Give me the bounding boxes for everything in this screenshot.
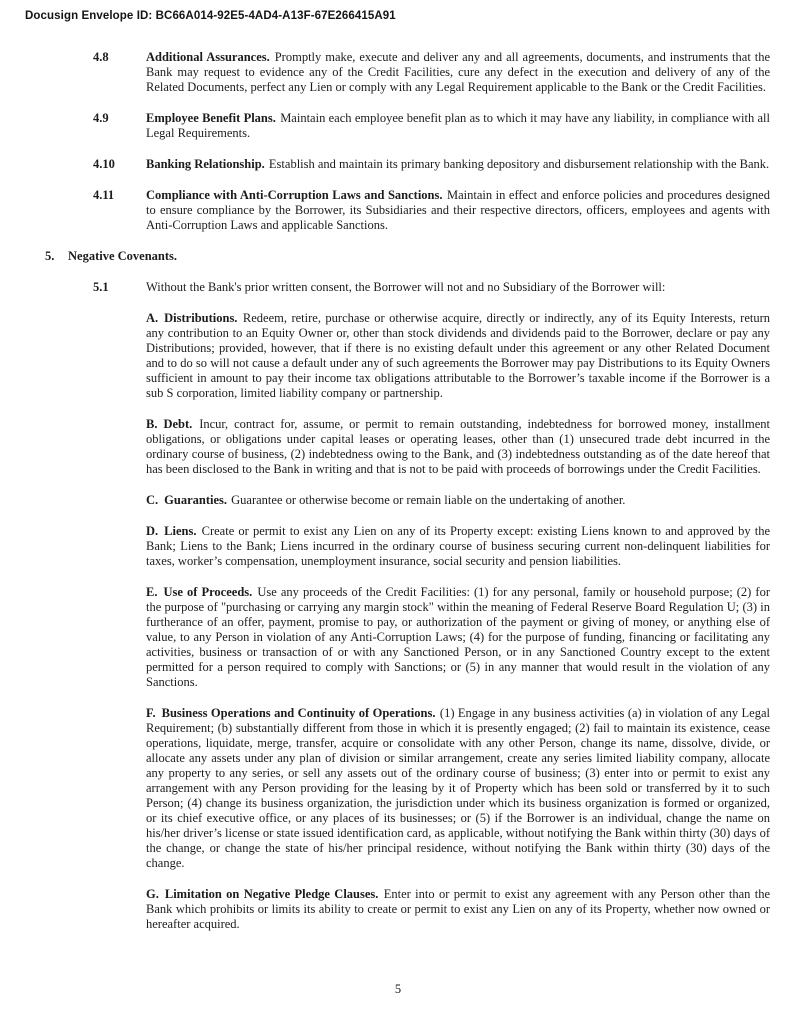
clause-a-distributions (146, 311, 770, 401)
clause-letter: E. (146, 585, 158, 599)
section-number: 5.1 (93, 280, 109, 294)
clause-title: Use of Proceeds. (163, 585, 253, 599)
clause-letter: D. (146, 524, 159, 538)
clause-body: (1) Engage in any business activities (a) in violation of any Legal Requirement; (b) substantially different from those in which it is presently engaged; (2) fail to maintain its existence, cease operations, liquidate, merge, transfer, acquire or consolidate with any other Person, change its name, dissolve, divide, or allocate any assets under any plan of division or similar arrangement, create any series limited liability company, allocate any property to any series, or sell any assets out of the ordinary course of business; (3) enter into or permit to exist any arrangement with any Person providing for the leasing by it of Property which has been sold or transferred by it to such Person; (4) change its business organization, the jurisdiction under which its business organization is formed or organized, or its chief executive office, or any places of its businesses; or (5) if the Borrower is an individual, change the name on his/her driver’s license or state issued identification card, as applicable, without notifying the Bank within thirty (30) days of the change, or change the state of his/her principal residence, without notifying the Bank within thirty (30) days of the change. (146, 706, 770, 870)
section-body: Promptly make, execute and deliver any and all agreements, documents, and instruments that the Bank may request to evidence any of the Credit Facilities, cure any defect in the execution and delivery of any of the Related Documents, perfect any Lien or comply with any Legal Requirement applicable to the Bank or the Credit Facilities. (146, 50, 771, 94)
section-4-9 (45, 111, 770, 141)
section-number: 4.9 (93, 111, 109, 125)
clause-d-liens (146, 524, 770, 569)
section-5-1 (45, 280, 770, 295)
section-text (146, 50, 770, 95)
clause-letter: A. (146, 311, 159, 325)
section-4-11 (45, 188, 770, 233)
section-text (146, 111, 770, 141)
section-number: 4.11 (93, 188, 115, 202)
document-body (45, 50, 770, 948)
clause-g-negative-pledge (146, 887, 770, 932)
clause-letter: B. (146, 417, 158, 431)
clause-letter: C. (146, 493, 159, 507)
section-4-8 (45, 50, 770, 95)
clause-title: Debt. (163, 417, 193, 431)
clause-c-guaranties (146, 493, 770, 508)
section-number: 4.8 (93, 50, 109, 64)
clause-body: Use any proceeds of the Credit Facilities: (1) for any personal, family or household purpose; (2) for the purpose of "purchasing or carrying any margin stock" within the meaning of Federal Reserve Board Regulation U; (3) in furtherance of an offer, payment, promise to pay, or authorization of the payment or giving of money, or anything else of value, to any Person in violation of any Anti-Corruption Laws; (4) for the purpose of funding, financing or facilitating any activities, business or transaction of or with any Sanctioned Person, or in any Sanctioned Country except to the extent permitted for a person required to comply with Sanctions; or (5) in any manner that would result in the violation of any Sanctions. (146, 585, 771, 689)
section-body: Maintain in effect and enforce policies and procedures designed to ensure compliance by the Borrower, its Subsidiaries and their respective directors, officers, employees and agents with Anti-Corruption Laws and applicable Sanctions. (146, 188, 770, 232)
clause-title: Guaranties. (164, 493, 228, 507)
clause-title: Distributions. (164, 311, 238, 325)
clause-letter: F. (146, 706, 156, 720)
heading-5-negative-covenants (45, 249, 770, 264)
clause-body: Incur, contract for, assume, or permit to remain outstanding, indebtedness for borrowed money, installment obligations, or obligations under capital leases or operating leases, other than (1) unsecured trade debt incurred in the ordinary course of business, (2) indebtedness owing to the Bank, and (3) indebtedness outstanding as of the date hereof that has been disclosed to the Bank in writing and that is not to be paid with proceeds of borrowings under the Credit Facilities. (146, 417, 770, 476)
clause-e-use-of-proceeds (146, 585, 770, 690)
clause-title: Business Operations and Continuity of Operations. (161, 706, 436, 720)
clause-body: Create or permit to exist any Lien on any of its Property except: existing Liens known to and approved by the Bank; Liens to the Bank; Liens incurred in the ordinary course of business securing current non-delinquent liabilities for taxes, worker’s compensation, unemployment insurance, social security and pension liabilities. (146, 524, 770, 568)
clause-title: Liens. (164, 524, 197, 538)
section-number: 4.10 (93, 157, 115, 171)
section-title: Compliance with Anti-Corruption Laws and Sanctions. (146, 188, 443, 202)
section-title: Employee Benefit Plans. (146, 111, 276, 125)
heading-title: Negative Covenants. (68, 249, 178, 263)
clause-body: Guarantee or otherwise become or remain liable on the undertaking of another. (231, 493, 626, 507)
clause-f-business-operations (146, 706, 770, 871)
section-text (146, 188, 770, 233)
section-title: Additional Assurances. (146, 50, 270, 64)
section-body: Without the Bank's prior written consent, the Borrower will not and no Subsidiary of the Borrower will: (146, 280, 666, 294)
clause-body: Redeem, retire, purchase or otherwise acquire, directly or indirectly, any of its Equity Interests, return any contribution to an Equity Owner or, other than stock dividends and dividends paid to the Borrower, declare or pay any Distributions; provided, however, that if there is no existing default under this agreement or any other Related Document and to do so will not cause a default under any of such agreements the Borrower may pay Distributions to its Equity Owners sufficient in amount to pay their income tax obligations attributable to the Borrower’s taxable income if the Borrower is a sub S corporation, limited liability company or partnership. (146, 311, 770, 400)
section-body: Maintain each employee benefit plan as to which it may have any liability, in compliance with all Legal Requirements. (146, 111, 770, 140)
section-title: Banking Relationship. (146, 157, 265, 171)
clause-title: Limitation on Negative Pledge Clauses. (164, 887, 379, 901)
docusign-envelope-id: Docusign Envelope ID: BC66A014-92E5-4AD4-A13F-67E266415A91 (25, 10, 396, 22)
section-body: Establish and maintain its primary banking depository and disbursement relationship with the Bank. (268, 157, 770, 171)
clause-letter: G. (146, 887, 159, 901)
page-number: 5 (394, 982, 402, 996)
clause-body: Enter into or permit to exist any agreement with any Person other than the Bank which prohibits or limits its ability to create or permit to exist any Lien on any of its Property, whether now owned or hereafter acquired. (146, 887, 771, 931)
heading-number: 5. (45, 249, 55, 263)
section-text (146, 157, 770, 172)
section-4-10 (45, 157, 770, 172)
clause-b-debt (146, 417, 770, 477)
